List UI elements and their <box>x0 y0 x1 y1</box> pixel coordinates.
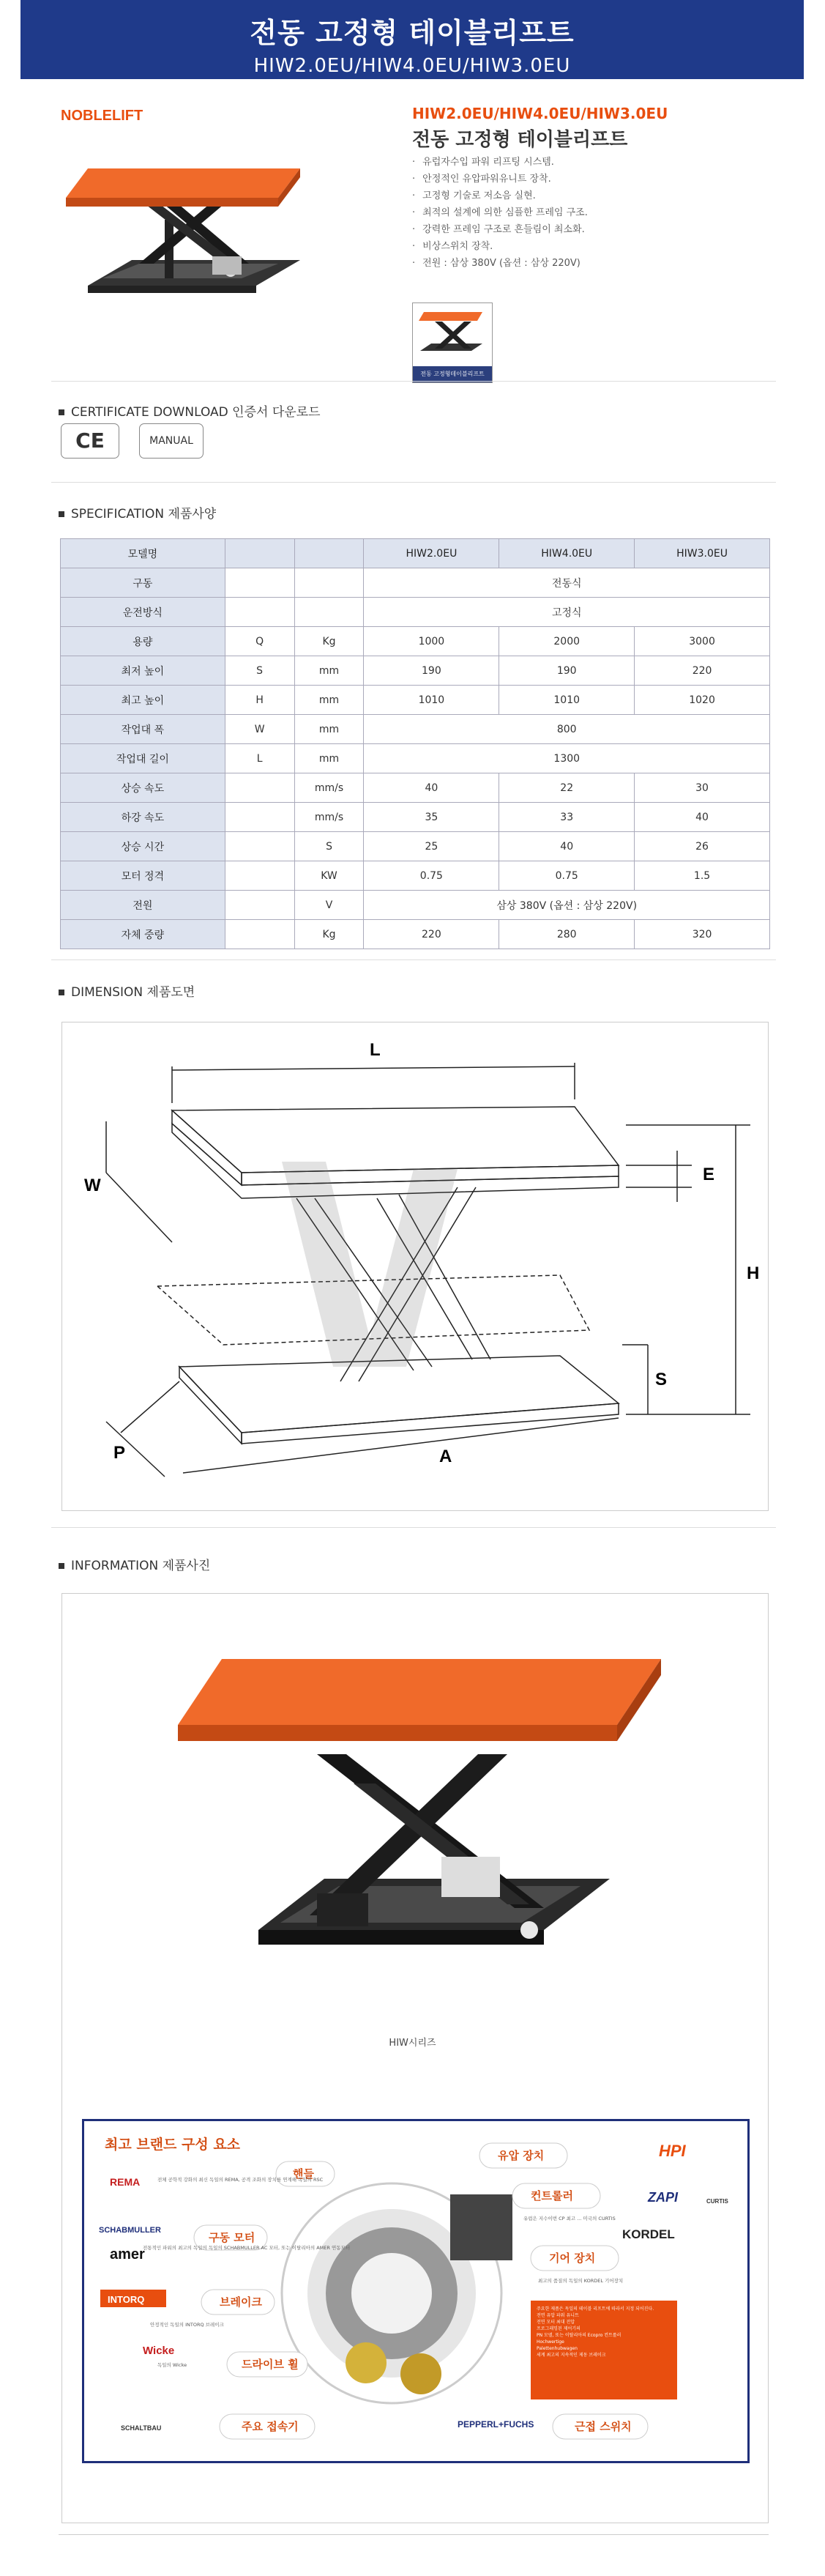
note-orange: 주요한 제품은 독일의 테이블 리프트에 따라서 지정 되어진다. 전면 유압 파워 유니트 전면 모터 최대 전압 프로그래밍된 제어기의 PN 모델, 또는 이탈리아의 Ecopro 컨트롤러 Hochwertige Palettenhubwagen 세계 최고의 지속적인 제동 브레이크 <box>537 2306 654 2358</box>
label-hydraulic: 유압 장치 <box>498 2149 545 2162</box>
divider <box>51 959 776 960</box>
feature-item: · 최적의 설계에 의한 심플한 프레임 구조. <box>412 204 588 221</box>
dimension-panel <box>61 1022 769 1511</box>
label-drive-motor: 구동 모터 <box>209 2231 255 2244</box>
dim-label-l: L <box>370 1040 381 1060</box>
spec-section-title: SPECIFICATION 제품사양 <box>59 503 216 521</box>
note-schabmuller: 전통적인 파워의 최고의 독일의 독일의 SCHABMULLER AC 모터, 또는 이탈리아의 AMER 연동모터 <box>143 2245 351 2251</box>
information-caption: HIW시리즈 <box>389 2038 436 2049</box>
feature-item: · 비상스위치 장착. <box>412 238 588 255</box>
logo-hpi: HPI <box>659 2142 686 2160</box>
note-intorq: 안정적인 독일의 INTORQ 브레이크 <box>150 2322 224 2328</box>
dim-label-h: H <box>747 1263 760 1283</box>
label-controller: 컨트롤러 <box>531 2189 573 2202</box>
dim-label-w: W <box>84 1176 101 1195</box>
logo-kordel: KORDEL <box>622 2227 675 2241</box>
table-row: 하강 속도 mm/s 35 33 40 <box>61 803 770 832</box>
logo-zapi: ZAPI <box>648 2190 679 2205</box>
manual-button[interactable]: MANUAL <box>139 423 204 459</box>
note-rema: 전체 공학적 강화의 최신 독일의 REMA, 공격 조화의 장치를 연계해 독일의 RSC <box>157 2177 324 2183</box>
logo-amer: amer <box>110 2246 145 2263</box>
table-row: 자체 중량 Kg 220 280 320 <box>61 920 770 949</box>
dim-label-a: A <box>439 1447 452 1466</box>
product-title: 전동 고정형 테이블리프트 <box>412 129 628 151</box>
feature-list <box>412 154 588 272</box>
feature-item: · 유럽자수입 파워 리프팅 시스템. <box>412 154 588 171</box>
brand-components-graphic <box>84 2121 747 2461</box>
label-limit-switch: 근접 스위치 <box>575 2420 632 2433</box>
brand-name: NOBLELIFT <box>61 108 143 124</box>
feature-item: · 고정형 기술로 저소음 실현. <box>412 188 588 204</box>
table-row: 작업대 길이 L mm 1300 <box>61 744 770 773</box>
dim-label-s: S <box>655 1370 668 1389</box>
label-handle: 핸들 <box>293 2167 314 2180</box>
information-photo <box>134 1615 723 2025</box>
brands-title: 최고 브랜드 구성 요소 <box>105 2137 241 2153</box>
table-row: 최저 높이 S mm 190 190 220 <box>61 656 770 686</box>
note-wicke: 독일의 Wicke <box>157 2362 187 2368</box>
table-row: 용량 Q Kg 1000 2000 3000 <box>61 627 770 656</box>
page-title: 전동 고정형 테이블리프트 <box>250 17 575 49</box>
spec-table <box>60 538 770 949</box>
divider <box>51 381 776 382</box>
divider <box>51 1527 776 1528</box>
dimension-section-title: DIMENSION 제품도면 <box>59 981 195 1000</box>
logo-schaltbau: SCHALTBAU <box>121 2424 162 2432</box>
table-row: 최고 높이 H mm 1010 1010 1020 <box>61 686 770 715</box>
logo-pepperl-fuchs: PEPPERL+FUCHS <box>458 2419 534 2430</box>
information-section-title: INFORMATION 제품사진 <box>59 1555 210 1573</box>
dim-label-e: E <box>703 1165 715 1184</box>
feature-item: · 안정적인 유압파워유니트 장착. <box>412 171 588 188</box>
footer-line <box>59 2534 769 2535</box>
label-gear: 기어 장치 <box>549 2252 596 2265</box>
thumbnail-caption: 전동 고정형테이블리프트 <box>413 366 492 382</box>
logo-schabmuller: SCHABMULLER <box>99 2226 161 2235</box>
page-models: HIW2.0EU/HIW4.0EU/HIW3.0EU <box>253 55 571 77</box>
table-row: 작업대 폭 W mm 800 <box>61 715 770 744</box>
table-row: 모델명 HIW2.0EU HIW4.0EU HIW3.0EU <box>61 539 770 568</box>
divider <box>51 482 776 483</box>
dimension-drawing <box>62 1022 768 1510</box>
thumbnail-image <box>413 303 492 366</box>
product-image <box>59 139 359 352</box>
note-controller: 유럽은 지수이번 CP 최고 ... 미국의 CURTIS <box>523 2216 616 2221</box>
brand-components-panel <box>82 2119 750 2463</box>
table-row: 전원 V 삼상 380V (옵션 : 삼상 220V) <box>61 891 770 920</box>
table-row: 운전방식 고정식 <box>61 598 770 627</box>
logo-wicke: Wicke <box>143 2345 175 2357</box>
product-thumbnail[interactable] <box>412 302 493 383</box>
label-drive-wheel: 드라이브 휠 <box>242 2358 299 2371</box>
model-name: HIW2.0EU/HIW4.0EU/HIW3.0EU <box>412 105 668 122</box>
label-brake: 브레이크 <box>220 2295 262 2309</box>
logo-intorq: INTORQ <box>108 2294 145 2305</box>
logo-curtis: CURTIS <box>706 2198 728 2205</box>
page-header <box>20 0 804 79</box>
feature-item: · 강력한 프레임 구조로 흔들림이 최소화. <box>412 221 588 238</box>
certificate-section-title: CERTIFICATE DOWNLOAD 인증서 다운로드 <box>59 401 321 420</box>
table-row: 상승 시간 S 25 40 26 <box>61 832 770 861</box>
ce-badge[interactable]: CE <box>61 423 119 459</box>
feature-item: · 전원 : 삼상 380V (옵션 : 삼상 220V) <box>412 255 588 272</box>
label-main-bearing: 주요 접속기 <box>242 2420 299 2433</box>
table-row: 모터 정격 KW 0.75 0.75 1.5 <box>61 861 770 891</box>
dim-label-p: P <box>113 1443 126 1463</box>
table-row: 구동 전동식 <box>61 568 770 598</box>
table-row: 상승 속도 mm/s 40 22 30 <box>61 773 770 803</box>
note-kordel: 최고의 품질의 독일의 KORDEL 기어장치 <box>538 2278 624 2284</box>
logo-rema: REMA <box>110 2176 141 2188</box>
